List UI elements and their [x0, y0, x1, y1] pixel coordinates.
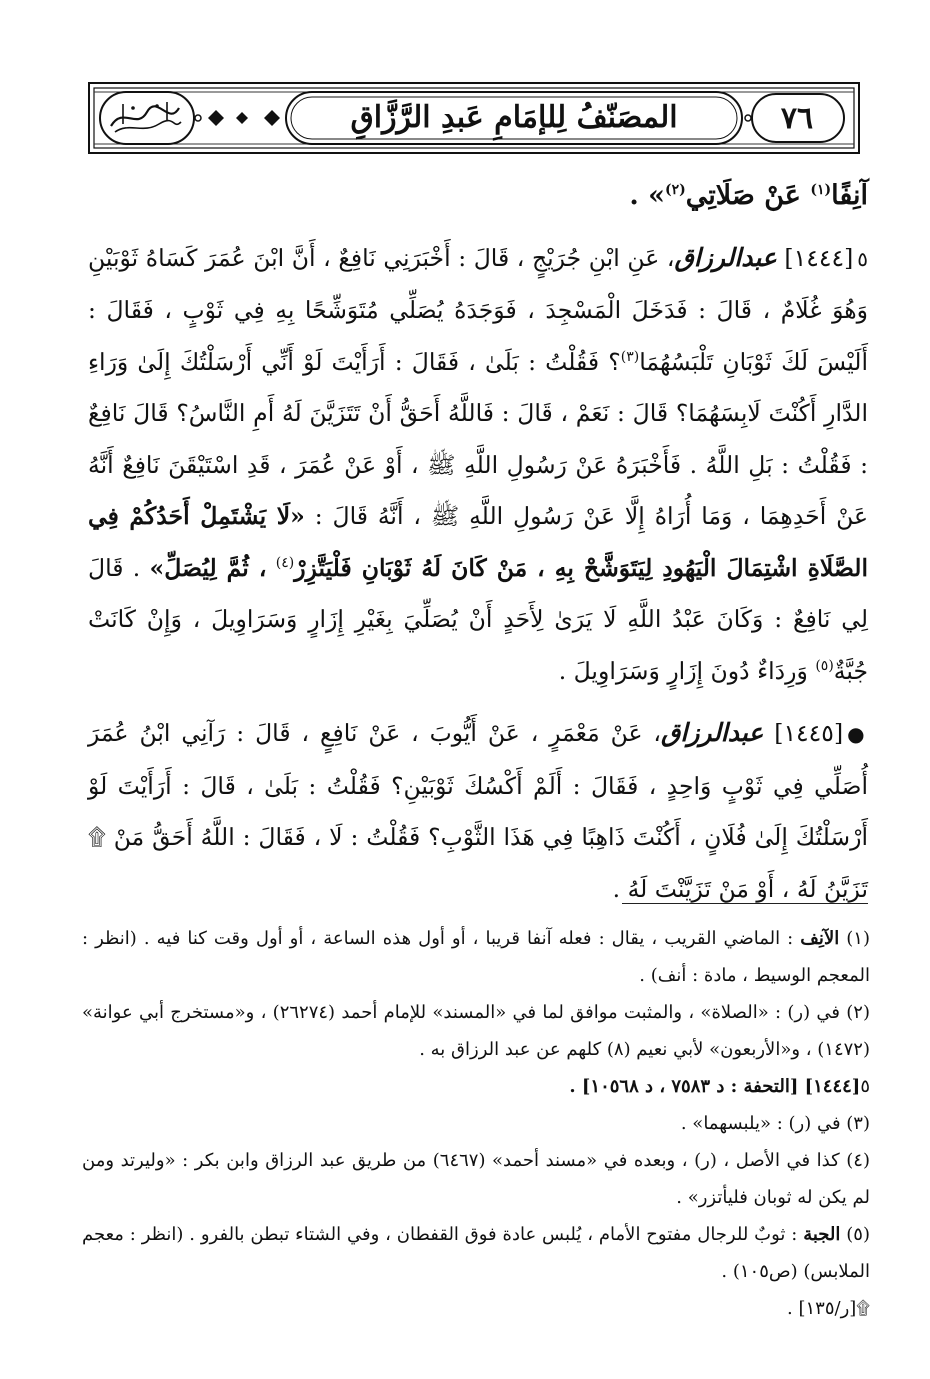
- reference-1444: [82, 1068, 870, 1105]
- hadith-1444: [88, 232, 868, 698]
- hadith-text: . قَالَ لِي نَافِعٌ : وَكَانَ عَبْدُ اللَّهِ لَا يَرَىٰ لِأَحَدٍ أَنْ يُصَلِّيَ بِغَيْرِ إِزَارٍ وَسَرَاوِيلَ ، وَإِنْ كَانَتْ جُبَّةٌ: [88, 553, 868, 685]
- page-number: ٧٦: [780, 100, 814, 136]
- continuation-text: عَنْ صَلَاتِي: [685, 180, 801, 211]
- footnote-ref-2[interactable]: (٢): [665, 182, 686, 198]
- footnote-4: (٤) كذا في الأصل ، (ر) ، وبعده في «مسند أحمد» (٦٤٦٧) من طريق عبد الرزاق وابن بكر : «وليرتد ومن لم يكن له ثوبان فليأتزر» .: [82, 1150, 870, 1208]
- reference-text: [١٤٤٤] [التحفة : د ٧٥٨٣ ، د ١٠٥٦٨] .: [569, 1076, 861, 1097]
- footnotes: [82, 920, 870, 1327]
- hadith-number: [١٤٤٥]: [774, 719, 844, 747]
- prophetic-quote: «لَا يَشْتَمِلْ أَحَدُكُمْ فِي الصَّلَاةِ اشْتِمَالَ الْيَهُودِ لِيَتَوَشَّحْ بِهِ ، مَنْ كَانَ لَهُ ثَوْبَانِ فَلْيَتَّزِرْ: [88, 502, 868, 582]
- footnote-text: : الماضي القريب ، يقال : فعله آنفا قريبا ، أو أول هذه الساعة ، أو أول وقت كنا فيه . (انظر : المعجم الوسيط ، مادة : أنف) .: [82, 928, 870, 986]
- footnote-ref-1[interactable]: (١): [810, 182, 832, 198]
- hadith-number: [١٤٤٤]: [784, 243, 854, 272]
- footnote-divider: [622, 903, 868, 904]
- hadith-marker: ●: [847, 722, 868, 746]
- prophetic-quote: ، ثُمَّ لِيُصَلِّ»: [149, 553, 267, 582]
- hadith-marker: ٥: [857, 246, 868, 271]
- footnote-number: (٥): [846, 1224, 870, 1245]
- continuation-word: آنِفًا: [831, 180, 868, 211]
- page-title: المصَنّفُ لِلإمَامِ عَبدِ الرَّزَّاقِ: [350, 99, 678, 135]
- narrator-name: عبدالرزاق: [660, 718, 764, 747]
- footnote-5: [82, 1216, 870, 1290]
- reference-marker: ٥: [860, 1076, 870, 1097]
- footnote-2: (٢) في (ر) : «الصلاة» ، والمثبت موافق لما في «المسند» للإمام أحمد (٢٦٢٧٤) ، و«مستخرج أبي عوانة» (١٤٧٢) ، و«الأربعون» لأبي نعيم (٨) كلهم عن عبد الرزاق به .: [82, 1002, 870, 1060]
- footnote-ref-5[interactable]: (٥): [815, 657, 834, 674]
- footnote-3: (٣) في (ر) : «يلبسهما» .: [680, 1113, 870, 1134]
- hadith-text: ؟ فَقُلْتُ : بَلَىٰ ، فَقَالَ : أَرَأَيْتَ لَوْ أَنِّي أَرْسَلْتُكَ إِلَىٰ وَرَاءِ الدَّارِ أَكُنْتَ لَابِسَهُمَا؟ قَالَ : نَعَمْ ، قَالَ : فَاللَّهُ أَحَقُّ أَنْ تَتَزَيَّنَ لَهُ أَمِ النَّاسُ؟ قَالَ نَافِعٌ : فَقُلْتُ : بَلِ اللَّهُ . فَأَخْبَرَهُ عَنْ رَسُولِ اللَّهِ ﷺ ، أَوْ عَنْ عُمَرَ ، قَدِ اسْتَيْقَنَ نَافِعٌ أَنَّهُ عَنْ أَحَدِهِمَا ، وَمَا أُرَاهُ إِلَّا عَنْ رَسُولِ اللَّهِ ﷺ ، أَنَّهُ قَالَ :: [88, 347, 868, 530]
- continuation-line: [88, 170, 868, 222]
- manuscript-reference: ۩[ر/١٣٥] .: [787, 1298, 870, 1319]
- footnote-number: (١): [846, 928, 870, 949]
- hadith-1445: [88, 707, 868, 915]
- hadith-text: ، عَنْ مَعْمَرٍ ، عَنْ أَيُّوبَ ، عَنْ نَافِعٍ ، قَالَ : رَآنِي ابْنُ عُمَرَ أُصَلِّي فِي ثَوْبٍ وَاحِدٍ ، فَقَالَ : أَلَمْ أَكْسُكَ ثَوْبَيْنِ؟ فَقُلْتُ : بَلَىٰ ، قَالَ : أَرَأَيْتَ لَوْ أَرْسَلْتُكَ إِلَىٰ فُلَانٍ ، أَكُنْتَ ذَاهِبًا فِي هَذَا الثَّوْبِ؟ فَقُلْتُ : لَا ، فَقَالَ : اللَّهُ أَحَقُّ مَنْ ۩ تَزَيَّنُ لَهُ ، أَوْ مَنْ تَزَيَّنْتَ لَهُ .: [88, 719, 868, 903]
- main-text: [88, 170, 868, 915]
- book-seal-logo: [100, 94, 190, 142]
- continuation-end: » .: [629, 180, 665, 211]
- page-header: [88, 82, 860, 154]
- calligraphy-seal-icon: [103, 96, 187, 140]
- footnote-term: الآنِف: [800, 928, 840, 949]
- hadith-text: ، عَنِ ابْنِ جُرَيْجٍ ، قَالَ : أَخْبَرَنِي نَافِعٌ ، أَنَّ ابْنَ عُمَرَ كَسَاهُ ثَوْبَيْنِ وَهُوَ غُلَامٌ ، قَالَ : فَدَخَلَ الْمَسْجِدَ ، فَوَجَدَهُ يُصَلِّي مُتَوَشِّحًا بِهِ فِي ثَوْبٍ ، فَقَالَ : أَلَيْسَ لَكَ ثَوْبَانِ تَلْبَسُهُمَا: [88, 243, 868, 376]
- footnote-ref-3[interactable]: (٣): [620, 348, 640, 365]
- footnote-term: الجبة: [803, 1224, 841, 1245]
- footnote-text: : ثوبٌ للرجال مفتوح الأمام ، يُلبس عادة فوق القفطان ، وفي الشتاء تبطن بالفرو . (انظر : معجم الملابس) (ص١٠٥) .: [82, 1224, 870, 1282]
- hadith-text: وَرِدَاءٌ دُونَ إِزَارٍ وَسَرَاوِيلَ .: [558, 656, 808, 685]
- footnote-ref-4[interactable]: (٤): [275, 554, 295, 571]
- narrator-name: عبدالرزاق: [674, 242, 777, 272]
- footnote-1: [82, 920, 870, 994]
